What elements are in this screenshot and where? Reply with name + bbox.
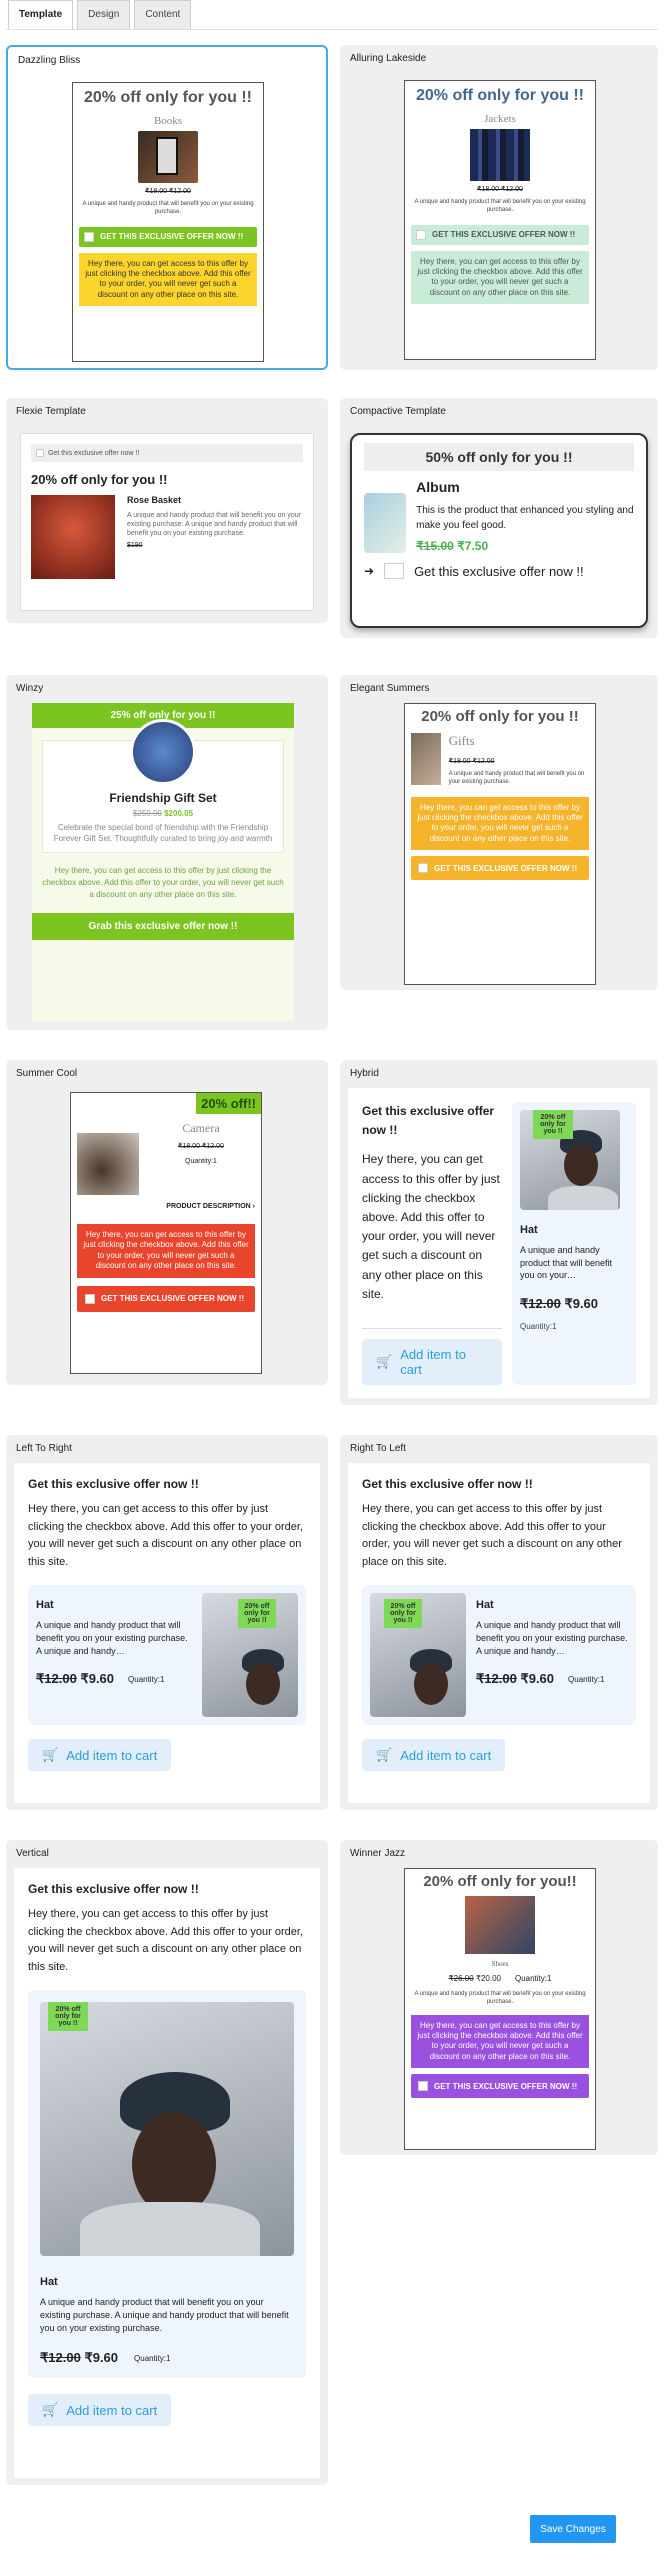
offer-button[interactable] [411, 856, 589, 880]
arrow-right-icon: ➜ [364, 564, 375, 578]
offer-button[interactable] [411, 2074, 589, 2098]
product-image [31, 495, 115, 579]
price-new: ₹9.60 [80, 1671, 115, 1687]
offer-button-label: GET THIS EXCLUSIVE OFFER NOW !! [434, 2081, 578, 2091]
offer-button[interactable] [411, 225, 589, 245]
offer-checkbox[interactable] [418, 863, 428, 873]
product-image [202, 1593, 298, 1717]
product-price: $190 [127, 542, 143, 550]
product-desc: A unique and handy product that will benefit you on your… [520, 1245, 613, 1281]
offer-note: Hey there, you can get access to this offer by just clicking the checkbox above. Add this offer to your order, you will never get such a discount on any other place on this site. [411, 2015, 589, 2069]
cart-icon: 🛒 [42, 2402, 59, 2418]
offer-heading: Get this exclusive offer now !! [28, 1882, 199, 1896]
product-image [364, 493, 406, 553]
product-name: Friendship Gift Set [109, 791, 217, 805]
add-to-cart-button[interactable] [362, 1739, 505, 1771]
template-card-hybrid[interactable] [340, 1060, 658, 1405]
offer-text: Hey there, you can get access to this offer by just clicking the checkbox above. Add this offer to your order, you will never get such a discount on any other place on this site. [362, 1152, 500, 1301]
template-card-alluring-lakeside[interactable] [340, 45, 658, 370]
price-new: ₹20.00 [475, 1974, 501, 1983]
add-to-cart-label: Add item to cart [400, 1346, 466, 1377]
quantity: Quantity:1 [134, 2353, 171, 2363]
product-desc: A unique and handy product that will benefit you on your existing purchase. [448, 771, 585, 785]
offer-button[interactable]: Grab this exclusive offer now !! [32, 913, 294, 940]
offer-note: Hey there, you can get access to this offer by just clicking the checkbox above. Add this offer to your order, you will never get such a discount on any other place on this site. [79, 253, 257, 307]
template-name: Right To Left [350, 1443, 406, 1454]
offer-button-label: GET THIS EXCLUSIVE OFFER NOW !! [100, 232, 244, 242]
tab-content[interactable]: Content [134, 0, 191, 30]
price-new: ₹9.60 [84, 2350, 119, 2366]
template-name: Winner Jazz [350, 1848, 406, 1859]
discount-tag: 20% off only for you !! [533, 1110, 573, 1139]
product-price: ₹18.00 ₹12.00 [145, 188, 191, 195]
template-card-elegant-summers[interactable] [340, 675, 658, 990]
cart-icon: 🛒 [376, 1747, 393, 1763]
price-old: $250.00 [132, 809, 162, 818]
template-tabs [8, 0, 191, 30]
product-desc: A unique and handy product that will benefit you on your existing purchase. [414, 199, 586, 213]
offer-title: 20% off only for you !! [84, 89, 252, 106]
offer-text: Hey there, you can get access to this offer by just clicking the checkbox above. Add this offer to your order, you will never get such a discount on any other place on this site. [28, 1503, 303, 1568]
offer-button-label: GET THIS EXCLUSIVE OFFER NOW !! [432, 230, 576, 240]
product-image [411, 733, 441, 785]
offer-heading: Get this exclusive offer now !! [362, 1477, 533, 1491]
price-old: ₹12.00 [36, 1671, 77, 1687]
product-image [470, 129, 530, 181]
product-desc: A unique and handy product that will benefit you on your existing purchase. A unique and handy product that will benefit you on your existing purchase. [127, 512, 301, 538]
product-price: ₹18.00 ₹12.00 [448, 758, 495, 765]
cart-icon: 🛒 [376, 1353, 393, 1369]
quantity: Quantity:1 [185, 1158, 217, 1165]
price-new: ₹9.60 [520, 1671, 555, 1687]
add-to-cart-label: Add item to cart [400, 1747, 492, 1763]
product-image [130, 719, 196, 785]
offer-checkbox-label: Get this exclusive offer now !! [48, 449, 140, 457]
offer-heading: Get this exclusive offer now !! [28, 1477, 199, 1491]
chevron-right-icon: › [252, 1203, 255, 1210]
price-old: ₹15.00 [416, 539, 454, 553]
product-desc: A unique and handy product that will benefit you on your existing purchase. A unique and handy product that will benefit you on your existing purchase. [40, 2297, 289, 2333]
product-desc: A unique and handy product that will benefit you on your existing purchase. A unique and handy… [476, 1620, 628, 1656]
template-name: Compactive Template [350, 406, 446, 417]
price-old: ₹12.00 [40, 2350, 81, 2366]
offer-checkbox[interactable] [418, 2081, 428, 2091]
template-name: Alluring Lakeside [350, 53, 427, 64]
quantity: Quantity:1 [128, 1674, 165, 1684]
product-name: Hat [476, 1599, 494, 1612]
product-desc: This is the product that enhanced you styling and make you feel good. [416, 505, 634, 531]
product-name: Hat [520, 1224, 538, 1236]
offer-title: 20% off only for you !! [421, 708, 579, 725]
product-description-toggle[interactable] [77, 1203, 255, 1210]
offer-button-label: GET THIS EXCLUSIVE OFFER NOW !! [101, 1294, 245, 1304]
product-name: Hat [40, 2276, 58, 2289]
product-image [138, 131, 198, 183]
offer-checkbox-row[interactable] [31, 444, 303, 462]
offer-text: Hey there, you can get access to this offer by just clicking the checkbox above. Add this offer to your order, you will never get such a discount on any other place on this site. [362, 1503, 622, 1568]
tab-design[interactable]: Design [77, 0, 130, 30]
discount-tag: 20% off only for you !! [48, 2002, 88, 2031]
add-to-cart-label: Add item to cart [66, 2402, 158, 2418]
product-desc: A unique and handy product that will benefit you on your existing purchase. [82, 201, 254, 215]
add-to-cart-button[interactable] [362, 1339, 502, 1385]
template-card-right-to-left[interactable] [340, 1435, 658, 1810]
product-image [40, 2002, 294, 2256]
product-desc: A unique and handy product that will benefit you on your existing purchase. [414, 1991, 586, 2005]
offer-title: 20% off only for you !! [31, 472, 168, 487]
offer-note: Hey there, you can get access to this offer by just clicking the checkbox above. Add this offer to your order, you will never get such a discount on any other place on this site. [411, 251, 589, 305]
template-card-winner-jazz[interactable] [340, 1840, 658, 2155]
offer-note: Hey there, you can get access to this offer by just clicking the checkbox above. Add this offer to your order, you will never get such a discount on any other place on this site. [77, 1224, 255, 1278]
product-desc: Celebrate the special bond of friendship with the Friendship Forever Gift Set. Thoughtfully curated to bring joy and warmth [53, 823, 273, 844]
product-desc: A unique and handy product that will benefit you on your existing purchase. A unique and handy… [36, 1620, 188, 1656]
quantity: Quantity:1 [514, 1974, 552, 1983]
template-name: Dazzling Bliss [18, 55, 81, 66]
add-to-cart-label: Add item to cart [66, 1747, 158, 1763]
template-name: Flexie Template [16, 406, 86, 417]
template-card-dazzling-bliss[interactable] [6, 45, 328, 370]
discount-tag: 20% off only for you !! [384, 1599, 422, 1628]
save-changes-button[interactable]: Save Changes [530, 2515, 616, 2543]
offer-checkbox[interactable] [36, 449, 44, 457]
template-name: Left To Right [16, 1443, 72, 1454]
product-image [370, 1593, 466, 1717]
offer-note: Hey there, you can get access to this offer by just clicking the checkbox above. Add this offer to your order, you will never get such a discount on any other place on this site. [411, 797, 589, 851]
offer-title: 25% off only for you !! [32, 703, 294, 728]
product-price: ₹18.00 ₹12.00 [178, 1143, 224, 1150]
product-image [465, 1896, 535, 1954]
product-name: Books [153, 115, 183, 127]
template-card-winzy[interactable] [6, 675, 328, 1030]
template-name: Hybrid [350, 1068, 379, 1079]
price-old: ₹26.00 [448, 1974, 474, 1983]
price-old: ₹12.00 [476, 1671, 517, 1687]
offer-button[interactable] [77, 1286, 255, 1312]
price-new: ₹9.60 [564, 1295, 599, 1311]
cart-icon: 🛒 [42, 1747, 59, 1763]
offer-checkbox[interactable] [384, 563, 404, 579]
offer-button[interactable] [79, 227, 257, 247]
template-card-left-to-right[interactable] [6, 1435, 328, 1810]
template-card-compactive[interactable] [340, 398, 658, 638]
offer-checkbox[interactable] [85, 1294, 95, 1304]
product-name: Jackets [484, 113, 516, 125]
template-name: Vertical [16, 1848, 49, 1859]
price-new: ₹7.50 [457, 539, 489, 553]
offer-title: 20% off only for you!! [423, 1873, 577, 1890]
product-name: Camera [182, 1121, 220, 1135]
template-card-vertical[interactable] [6, 1840, 328, 2485]
template-name: Elegant Summers [350, 683, 430, 694]
offer-title: 50% off only for you !! [364, 443, 634, 471]
tab-divider [6, 29, 658, 30]
offer-checkbox[interactable] [84, 232, 94, 242]
offer-heading: Get this exclusive offer now !! [362, 1104, 495, 1138]
add-to-cart-button[interactable] [28, 1739, 171, 1771]
product-description-label: PRODUCT DESCRIPTION [166, 1203, 251, 1210]
template-name: Summer Cool [16, 1068, 78, 1079]
price-new: $200.05 [164, 809, 194, 818]
product-name: Gifts [448, 733, 475, 748]
template-name: Winzy [16, 683, 44, 694]
tab-template[interactable]: Template [8, 0, 73, 30]
product-name: Hat [36, 1599, 54, 1612]
product-image [77, 1133, 139, 1195]
price-old: ₹12.00 [520, 1295, 561, 1311]
offer-label: Get this exclusive offer now !! [414, 563, 584, 579]
offer-text: Hey there, you can get access to this offer by just clicking the checkbox above. Add this offer to your order, you will never get such a discount on any other place on this site. [28, 1908, 303, 1973]
offer-title: 20% off only for you !! [416, 87, 584, 104]
discount-tag: 20% off only for you !! [238, 1599, 276, 1628]
product-name: Shoes [491, 1960, 509, 1968]
template-card-summer-cool[interactable] [6, 1060, 328, 1385]
quantity: Quantity:1 [520, 1321, 557, 1331]
product-name: Album [416, 479, 460, 495]
product-price: ₹18.00 ₹12.00 [477, 186, 523, 193]
product-name: Rose Basket [127, 495, 182, 505]
discount-badge: 20% off!! [196, 1093, 261, 1114]
offer-checkbox[interactable] [416, 230, 426, 240]
template-card-flexie[interactable] [6, 398, 328, 623]
offer-row[interactable] [352, 553, 646, 589]
offer-note: Hey there, you can get access to this offer by just clicking the checkbox above. Add this offer to your order, you will never get such a discount on any other place on this site. [42, 866, 284, 900]
offer-button-label: GET THIS EXCLUSIVE OFFER NOW !! [434, 863, 578, 873]
quantity: Quantity:1 [568, 1674, 605, 1684]
add-to-cart-button[interactable] [28, 2394, 171, 2426]
